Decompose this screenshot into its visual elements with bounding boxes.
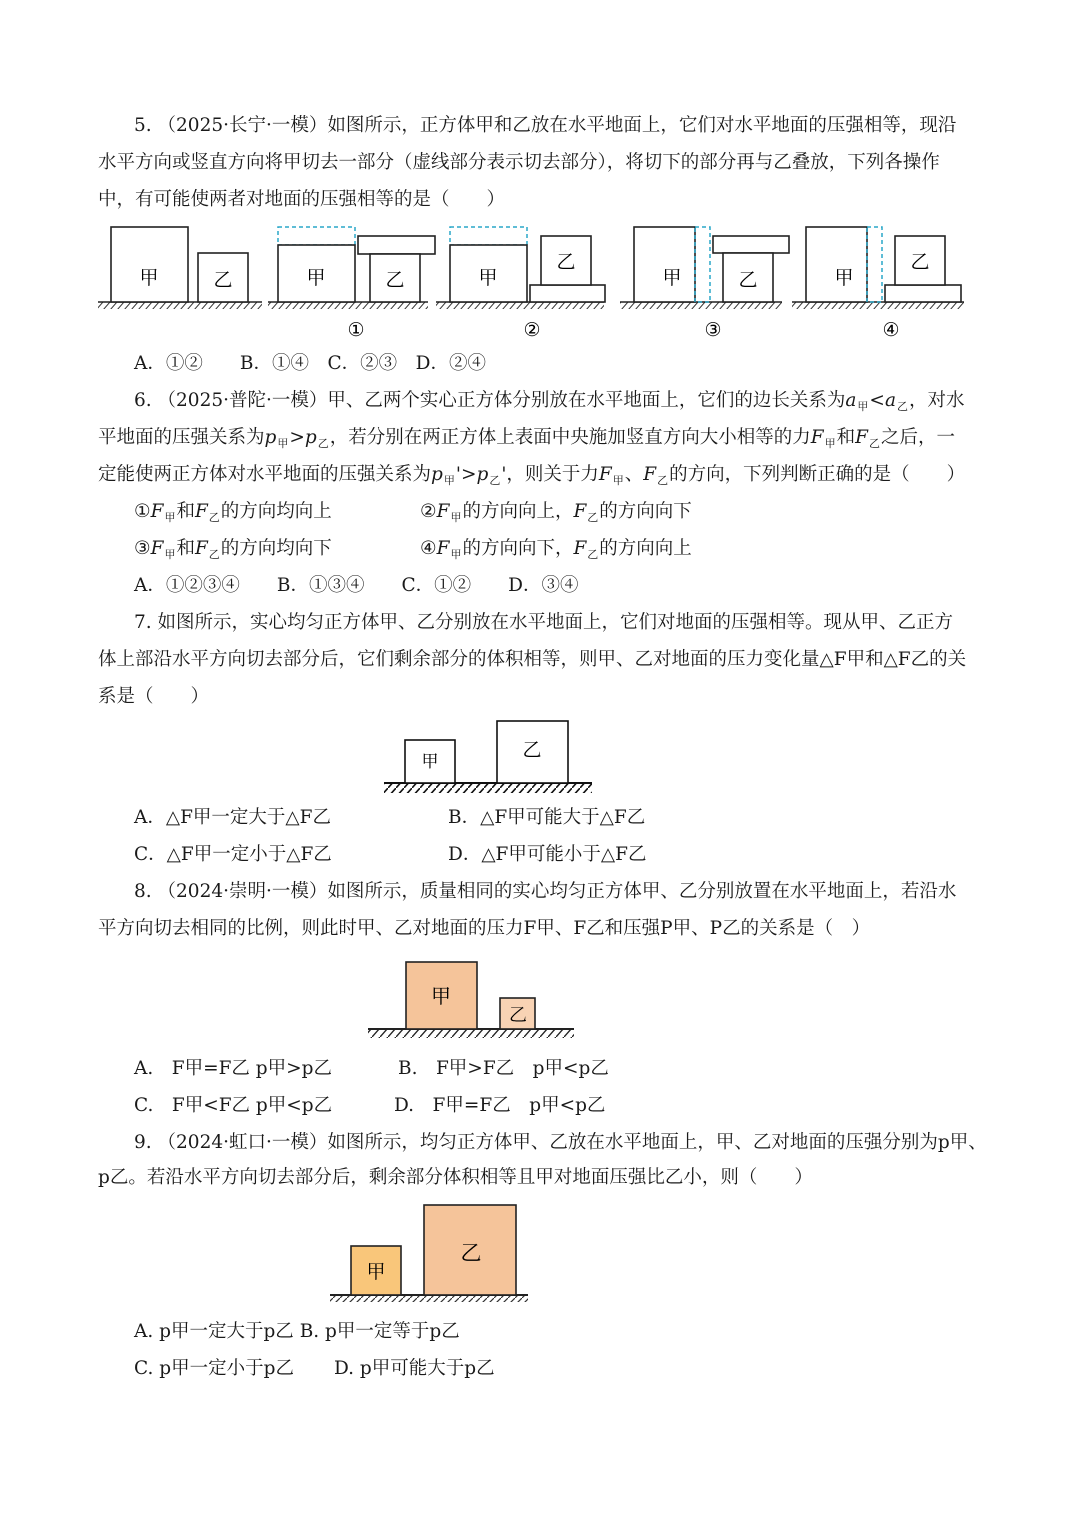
q7-option-a: A．△F甲一定大于△F乙 bbox=[134, 807, 331, 828]
q5-line-1: 5. （2025·长宁·一模）如图所示，正方体甲和乙放在水平地面上，它们对水平地面的压强相等，现沿 bbox=[134, 115, 957, 136]
q9-fig-jia: 甲 bbox=[366, 1261, 386, 1283]
q6-line-2 bbox=[98, 426, 955, 452]
q7-option-d: D．△F甲可能小于△F乙 bbox=[448, 844, 647, 865]
q6-F: F bbox=[855, 427, 868, 448]
q6-sub: 乙 bbox=[657, 474, 669, 487]
q6-choice-3: $③F_甲$和$F_乙$的方向均向下 bbox=[134, 538, 332, 561]
q9-figure bbox=[326, 1200, 532, 1306]
q5-p0-yi: 乙 bbox=[213, 269, 233, 291]
q5-options: A．①② B．①④ C．②③ D．②④ bbox=[134, 353, 486, 374]
q5-p4-jia: 甲 bbox=[834, 267, 854, 289]
q6-gt: > bbox=[289, 427, 305, 448]
q5-panel-1 bbox=[268, 227, 435, 341]
q6-l2b: ，若分别在两正方体上表面中央施加竖直方向大小相等的力 bbox=[329, 427, 811, 448]
q5-label-2: ② bbox=[523, 319, 541, 341]
q5-panel-original bbox=[98, 227, 262, 309]
q9-line-1: 9. （2024·虹口·一模）如图所示，均匀正方体甲、乙放在水平地面上，甲、乙对地面的压强分别为p甲、 bbox=[134, 1132, 987, 1153]
q6-p: p bbox=[304, 427, 317, 448]
q6-l3a: 定能使两正方体对水平地面的压强关系为 bbox=[98, 464, 432, 485]
q5-p3-yi: 乙 bbox=[738, 269, 758, 291]
q6-F: F bbox=[810, 427, 824, 448]
q9-option-d: D. p甲可能大于p乙 bbox=[334, 1358, 495, 1379]
q9-fig-yi: 乙 bbox=[460, 1241, 482, 1265]
q6-prime: ' bbox=[455, 464, 461, 485]
q6-l3b: ，则关于力 bbox=[506, 464, 599, 485]
q6-F: F bbox=[643, 464, 657, 485]
q7-line-1: 7. 如图所示，实心均匀正方体甲、乙分别放在水平地面上，它们对地面的压强相等。现从甲、乙正方 bbox=[134, 612, 954, 633]
q6-sub: 乙 bbox=[317, 437, 329, 450]
q6-p: p bbox=[264, 427, 277, 448]
q7-fig-yi: 乙 bbox=[522, 739, 542, 761]
q8-option-c: C. F甲<F乙 p甲<p乙 bbox=[134, 1095, 333, 1116]
q7-line-2: 体上部沿水平方向切去部分后，它们剩余部分的体积相等，则甲、乙对地面的压力变化量△F甲和△F乙的关 bbox=[98, 649, 967, 670]
q6-gt: > bbox=[460, 464, 477, 485]
q5-panel-2 bbox=[436, 227, 605, 341]
q6-sub: 甲 bbox=[443, 474, 455, 487]
q5-label-3: ③ bbox=[704, 319, 722, 341]
q6-he: 和 bbox=[836, 427, 856, 448]
q6-sub: 甲 bbox=[612, 474, 624, 487]
q5-label-4: ④ bbox=[882, 319, 900, 341]
q8-line-2: 平方向切去相同的比例，则此时甲、乙对地面的压力F甲、F乙和压强P甲、P乙的关系是（ ） bbox=[98, 918, 871, 939]
q6-options: A．①②③④ B．①③④ C．①② D．③④ bbox=[134, 575, 579, 596]
q6-a2: a bbox=[884, 390, 896, 411]
q9-line-2: p乙。若沿水平方向切去部分后，剩余部分体积相等且甲对地面压强比乙小，则（ ） bbox=[98, 1167, 813, 1188]
q5-figure bbox=[96, 222, 976, 346]
q6-l2a: 平地面的压强关系为 bbox=[98, 427, 265, 448]
q6-choice-2: $②F_甲$的方向向上，$F_乙$的方向向下 bbox=[420, 501, 692, 524]
q6-prime: ' bbox=[501, 464, 507, 485]
q6-line-3 bbox=[98, 463, 965, 489]
q5-line-3: 中，有可能使两者对地面的压强相等的是（ ） bbox=[98, 189, 506, 210]
q7-figure bbox=[380, 716, 600, 798]
q6-F: F bbox=[598, 464, 612, 485]
q6-l2c: 之后，一 bbox=[880, 427, 955, 448]
q6-l1b: ，对水 bbox=[908, 390, 965, 411]
q7-line-3: 系是（ ） bbox=[98, 686, 210, 707]
q5-p1-yi: 乙 bbox=[385, 269, 405, 291]
q5-p1-jia: 甲 bbox=[306, 267, 326, 289]
q6-p: p bbox=[431, 464, 443, 485]
q5-panel-3 bbox=[620, 227, 789, 341]
q9-option-ab: A. p甲一定大于p乙 B. p甲一定等于p乙 bbox=[134, 1321, 460, 1342]
q6-sub: 甲 bbox=[824, 437, 836, 450]
q5-line-2: 水平方向或竖直方向将甲切去一部分（虚线部分表示切去部分），将切下的部分再与乙叠放，下列各操作 bbox=[98, 152, 940, 173]
q5-p0-jia: 甲 bbox=[139, 267, 159, 289]
q8-option-a: A. F甲=F乙 p甲>p乙 bbox=[134, 1058, 332, 1079]
q6-sub: 乙 bbox=[896, 400, 908, 413]
q5-p4-yi: 乙 bbox=[910, 251, 930, 273]
q6-dun: 、 bbox=[624, 464, 644, 485]
q6-lt: < bbox=[869, 390, 885, 411]
q5-label-1: ① bbox=[347, 319, 365, 341]
q7-option-c: C．△F甲一定小于△F乙 bbox=[134, 844, 332, 865]
q7-fig-jia: 甲 bbox=[421, 752, 439, 772]
q6-choice-4: $④F_甲$的方向向下，$F_乙$的方向向上 bbox=[420, 538, 692, 561]
q8-option-d: D. F甲=F乙 p甲<p乙 bbox=[394, 1095, 606, 1116]
q8-line-1: 8. （2024·崇明·一模）如图所示，质量相同的实心均匀正方体甲、乙分别放置在水平地面上，若沿水 bbox=[134, 881, 957, 902]
q8-fig-yi: 乙 bbox=[509, 1005, 527, 1026]
q6-sub: 甲 bbox=[277, 437, 289, 450]
q6-choice-1: $①F_甲$和$F_乙$的方向均向上 bbox=[134, 501, 332, 524]
q6-sub: 乙 bbox=[489, 474, 501, 487]
q5-p2-yi: 乙 bbox=[556, 251, 576, 273]
q6-p: p bbox=[476, 464, 489, 485]
q5-p3-jia: 甲 bbox=[662, 267, 682, 289]
q6-l3c: 的方向，下列判断正确的是（ ） bbox=[669, 464, 966, 485]
q6-line-1 bbox=[134, 389, 964, 415]
q8-fig-jia: 甲 bbox=[431, 984, 451, 1008]
q6-a1: a bbox=[845, 390, 857, 411]
q5-panel-4 bbox=[792, 227, 964, 341]
q8-option-b: B. F甲>F乙 p甲<p乙 bbox=[398, 1058, 609, 1079]
q5-p2-jia: 甲 bbox=[478, 267, 498, 289]
q6-l1a: 6. （2025·普陀·一模）甲、乙两个实心正方体分别放在水平地面上，它们的边长关系为 bbox=[134, 390, 846, 411]
q6-sub: 甲 bbox=[857, 400, 869, 413]
q8-figure bbox=[364, 956, 578, 1040]
q9-option-c: C. p甲一定小于p乙 bbox=[134, 1358, 294, 1379]
q7-option-b: B．△F甲可能大于△F乙 bbox=[448, 807, 646, 828]
q6-sub: 乙 bbox=[868, 437, 880, 450]
